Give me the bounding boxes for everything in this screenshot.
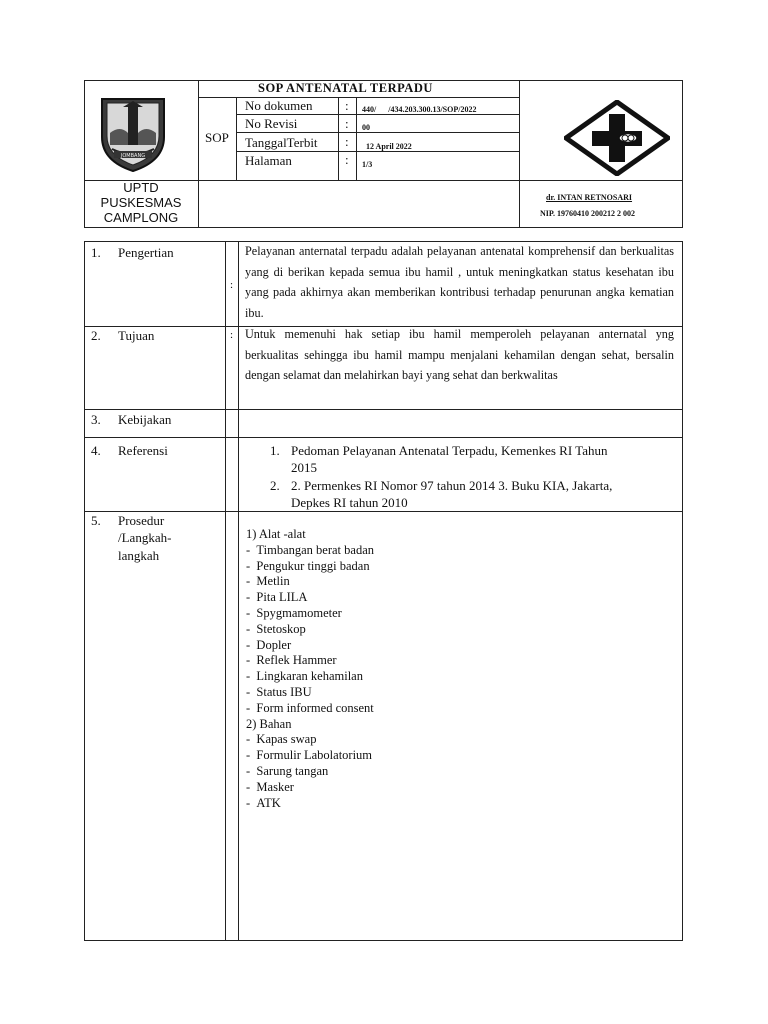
list-item	[246, 669, 374, 685]
list-item	[246, 653, 374, 669]
alat-item: Reflek Hammer	[256, 653, 337, 668]
alat-item: Dopler	[256, 637, 292, 652]
bullet-dash: -	[246, 763, 251, 778]
bullet-dash: -	[246, 621, 251, 636]
section-sep: :	[230, 329, 234, 341]
emblem-banner-text: JOMBANG	[120, 153, 146, 159]
section-label-kebijakan: Kebijakan	[118, 412, 172, 427]
bullet-dash: -	[246, 605, 251, 620]
bullet-dash: -	[246, 637, 251, 652]
bullet-dash: -	[246, 700, 251, 715]
alat-item: Form informed consent	[256, 700, 374, 715]
meta-sep: :	[345, 116, 349, 131]
list-item	[246, 796, 374, 812]
section-sep: :	[230, 279, 234, 291]
list-item	[246, 748, 374, 764]
section-number: 5.	[91, 513, 101, 528]
meta-value-no-revisi: 00	[362, 123, 370, 132]
meta-label-tanggal-terbit: TanggalTerbit	[245, 135, 318, 150]
alat-item: Stetoskop	[256, 621, 306, 636]
list-item	[246, 764, 374, 780]
bullet-dash: -	[246, 558, 251, 573]
bullet-dash: -	[246, 669, 251, 684]
section-number: 1.	[91, 245, 101, 260]
alat-list	[246, 543, 374, 717]
reference-item-line: 2015	[291, 460, 317, 475]
section-label-referensi: Referensi	[118, 443, 168, 458]
list-item	[246, 780, 374, 796]
regency-emblem-logo	[92, 93, 174, 175]
org-line-uptd: UPTD	[123, 180, 159, 195]
list-heading-alat: 1) Alat -alat	[246, 527, 306, 541]
alat-item: Spygmamometer	[256, 605, 342, 620]
reference-number: 1.	[270, 443, 280, 458]
bullet-dash: -	[246, 542, 251, 557]
meta-sep: :	[345, 152, 349, 167]
document-title: SOP ANTENATAL TERPADU	[258, 81, 433, 95]
section-label-pengertian: Pengertian	[118, 245, 174, 260]
reference-item-line: Depkes RI tahun 2010	[291, 495, 408, 510]
section-number: 3.	[91, 412, 101, 427]
section-number: 2.	[91, 328, 101, 343]
puskesmas-logo	[564, 100, 670, 176]
meta-label-halaman: Halaman	[245, 153, 292, 168]
section-label-tujuan: Tujuan	[118, 328, 155, 343]
section-text-pengertian: Pelayanan anternatal terpadu adalah pelayanan antenatal komprehensif dan berkualitas yang di berikan kepada semua ibu hamil , untuk meningkatkan status kesehatan ibu yang pada akhirnya akan memberikan kontribusi terhadap penurunan angka kematian ibu.	[245, 244, 674, 320]
bullet-dash: -	[246, 779, 251, 794]
bullet-dash: -	[246, 795, 251, 810]
meta-label-no-dokumen: No dokumen	[245, 98, 313, 113]
meta-sep: :	[345, 134, 349, 149]
bahan-item: Sarung tangan	[256, 763, 329, 778]
list-heading-bahan: 2) Bahan	[246, 716, 292, 731]
list-item	[246, 606, 374, 622]
meta-value-tanggal-terbit: 12 April 2022	[366, 142, 412, 151]
bullet-dash: -	[246, 684, 251, 699]
list-item	[246, 638, 374, 654]
sop-label: SOP	[205, 130, 229, 145]
list-item	[246, 622, 374, 638]
list-item	[246, 701, 374, 717]
list-item	[246, 732, 374, 748]
list-item	[246, 590, 374, 606]
alat-item: Metlin	[256, 574, 290, 589]
bahan-item: ATK	[256, 795, 281, 810]
section-label-prosedur: Prosedur	[118, 513, 165, 528]
section-text-tujuan: Untuk memenuhi hak setiap ibu hamil memperoleh pelayanan anternatal yng berkualitas sehingga ibu hamil mampu menjalani kehamilan dengan sehat, bersalin dengan selamat dan melahirkan bayi yang sehat dan berkwalitas	[245, 327, 674, 382]
list-item	[246, 559, 374, 575]
meta-sep: :	[345, 98, 349, 113]
list-item	[246, 685, 374, 701]
section-label-prosedur: langkah	[118, 548, 160, 563]
bahan-item: Masker	[256, 779, 294, 794]
alat-item: Status IBU	[256, 684, 312, 699]
bullet-dash: -	[246, 590, 251, 605]
bahan-list	[246, 732, 374, 811]
meta-value-no-dokumen: 440/ /434.203.300.13/SOP/2022	[362, 105, 477, 114]
alat-item: Timbangan berat badan	[256, 542, 374, 557]
list-item	[246, 574, 374, 590]
section-number: 4.	[91, 443, 101, 458]
org-line-camplong: CAMPLONG	[103, 210, 179, 225]
meta-label-no-revisi: No Revisi	[245, 116, 298, 131]
meta-value-halaman: 1/3	[362, 160, 373, 169]
org-line-puskesmas: PUSKESMAS	[100, 195, 182, 210]
procedure-list	[246, 527, 374, 811]
bullet-dash: -	[246, 653, 251, 668]
bullet-dash: -	[246, 574, 251, 589]
bahan-item: Kapas swap	[256, 732, 317, 747]
alat-item: Pita LILA	[256, 590, 308, 605]
reference-item-line: 2. Permenkes RI Nomor 97 tahun 2014 3. Buku KIA, Jakarta,	[291, 478, 613, 493]
bullet-dash: -	[246, 748, 251, 763]
reference-number: 2.	[270, 478, 280, 493]
alat-item: Pengukur tinggi badan	[256, 558, 370, 573]
signer-nip: NIP. 19760410 200212 2 002	[540, 209, 636, 218]
bullet-dash: -	[246, 732, 251, 747]
alat-item: Lingkaran kehamilan	[256, 669, 363, 684]
signer-name: dr. INTAN RETNOSARI	[546, 193, 633, 202]
section-label-prosedur: /Langkah-	[118, 530, 172, 545]
bahan-item: Formulir Labolatorium	[256, 748, 373, 763]
list-item	[246, 543, 374, 559]
reference-item-line: Pedoman Pelayanan Antenatal Terpadu, Kemenkes RI Tahun	[291, 443, 608, 458]
